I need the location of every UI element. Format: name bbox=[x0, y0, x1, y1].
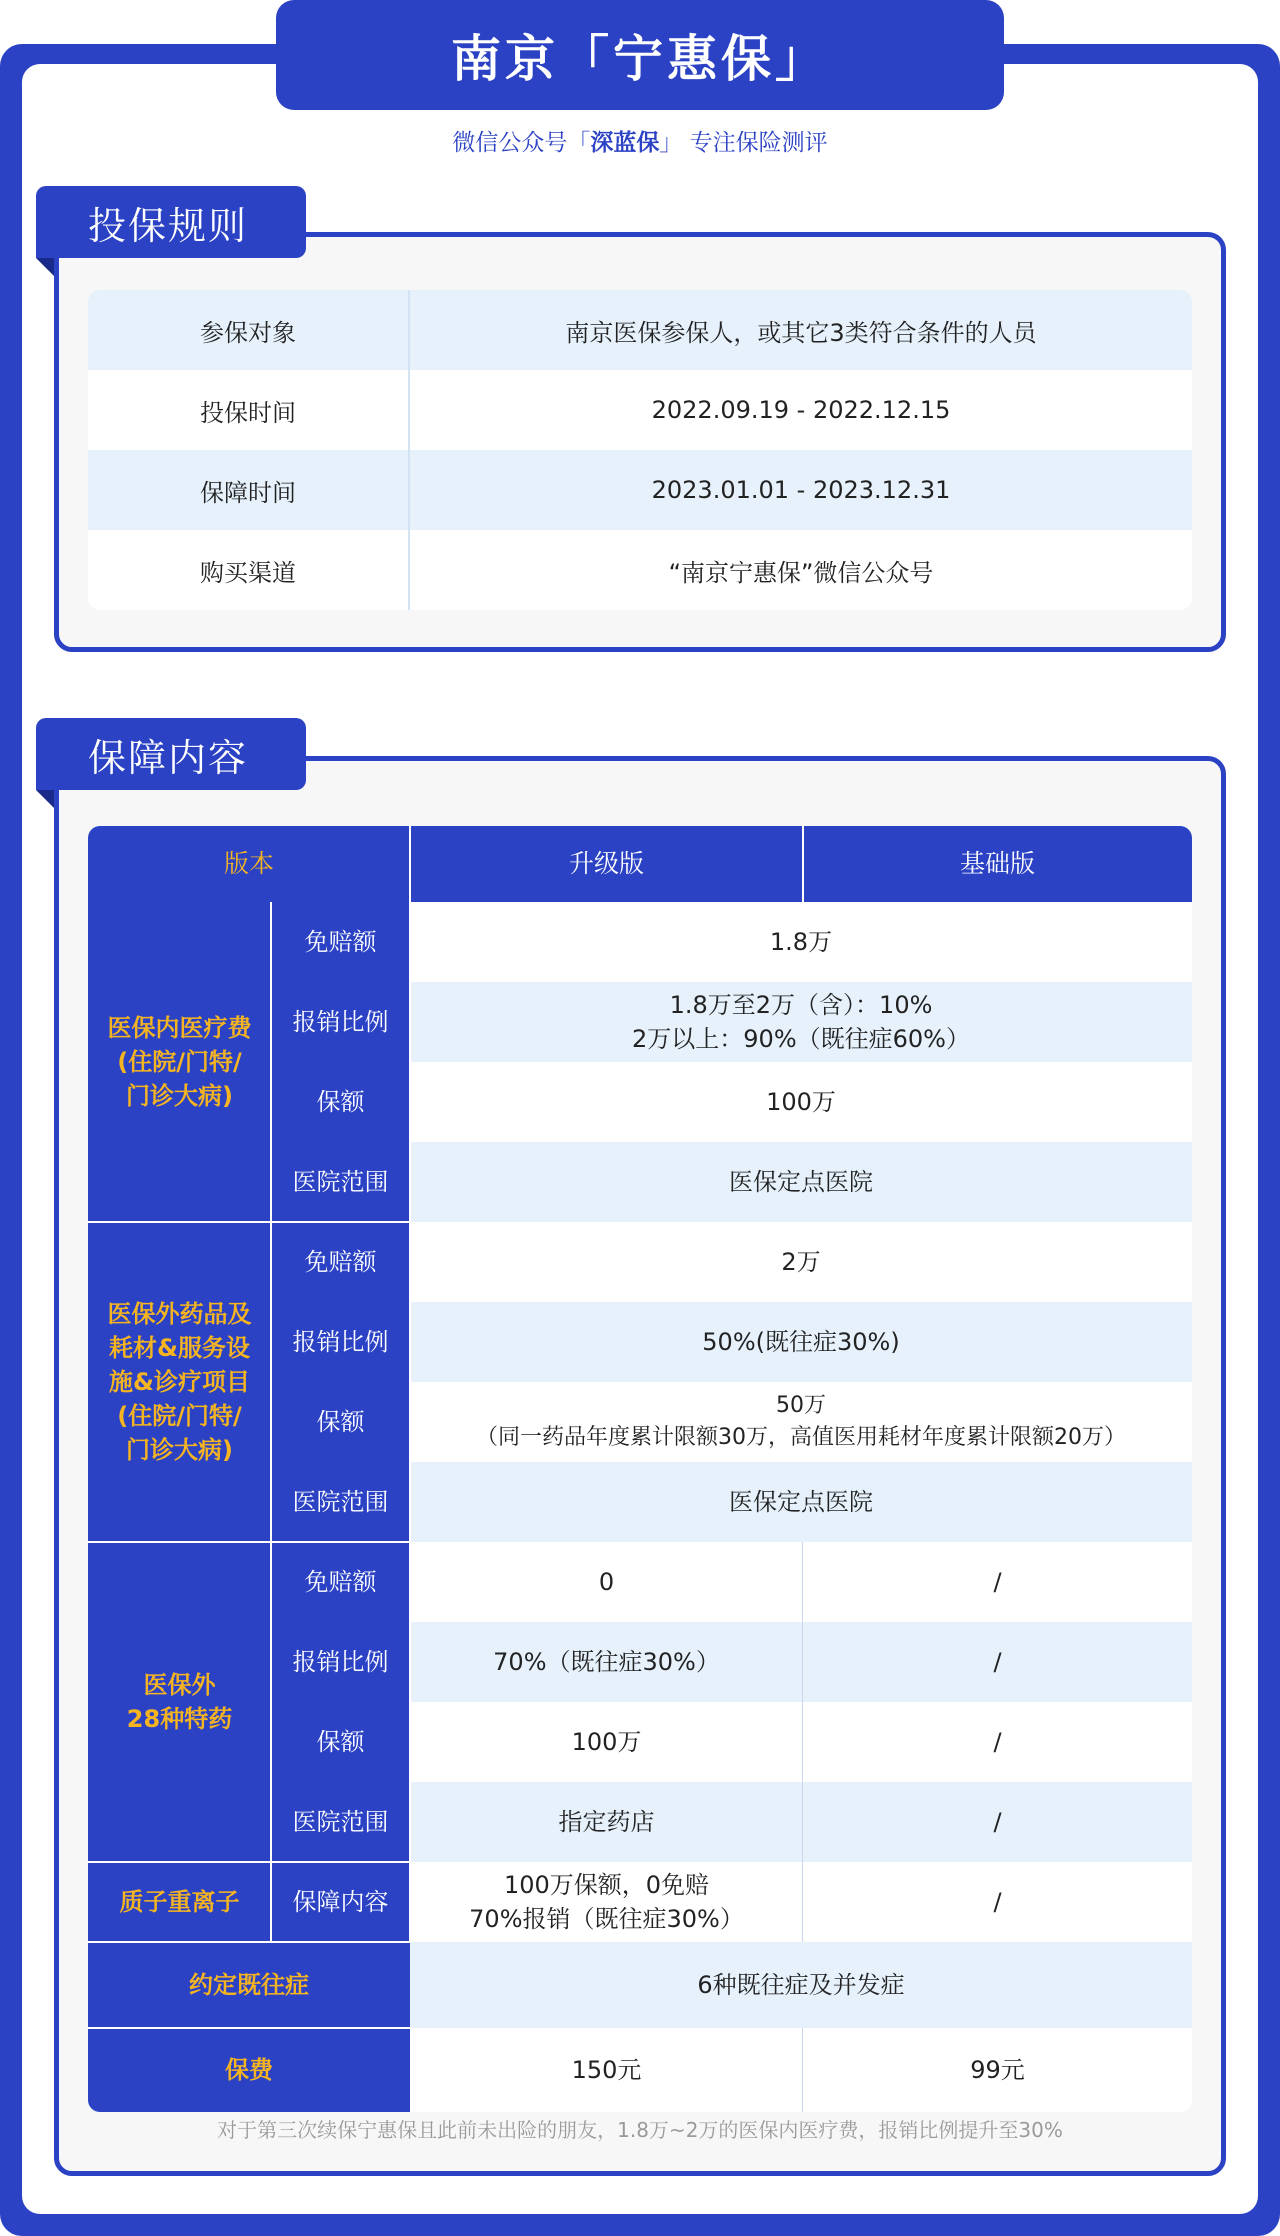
value-ratio: 50%(既往症30%) bbox=[410, 1302, 1192, 1382]
subtitle-brand: 深蓝保 bbox=[590, 130, 660, 156]
row-label-ratio: 报销比例 bbox=[271, 1622, 410, 1702]
value-ratio: 1.8万至2万（含）：10% 2万以上：90%（既往症60%） bbox=[410, 982, 1192, 1062]
value-limit-basic: / bbox=[803, 1702, 1192, 1782]
category-in-insurance: 医保内医疗费 (住院/门特/ 门诊大病) bbox=[88, 902, 271, 1222]
value-deductible: 2万 bbox=[410, 1222, 1192, 1302]
value-ratio-basic: / bbox=[803, 1622, 1192, 1702]
value-content-basic: / bbox=[803, 1862, 1192, 1942]
value-deductible-basic: / bbox=[803, 1542, 1192, 1622]
label-premium: 保费 bbox=[88, 2028, 410, 2112]
group-divider bbox=[88, 1861, 410, 1863]
value-premium-basic: 99元 bbox=[803, 2028, 1192, 2112]
label-divider bbox=[409, 902, 411, 1942]
row-label-limit: 保额 bbox=[271, 1382, 410, 1462]
subtitle-prefix: 微信公众号「 bbox=[452, 130, 591, 156]
rules-key: 购买渠道 bbox=[88, 530, 410, 610]
category-divider bbox=[270, 902, 272, 1942]
group-divider bbox=[88, 2027, 410, 2029]
label-preexisting: 约定既往症 bbox=[88, 1942, 410, 2028]
value-limit: 100万 bbox=[410, 1062, 1192, 1142]
row-label-ratio: 报销比例 bbox=[271, 982, 410, 1062]
value-hospital: 医保定点医院 bbox=[410, 1462, 1192, 1542]
value-hospital-upgraded: 指定药店 bbox=[410, 1782, 803, 1862]
rules-key: 参保对象 bbox=[88, 290, 410, 370]
rules-tab-fold bbox=[36, 258, 54, 276]
value-preexisting: 6种既往症及并发症 bbox=[410, 1942, 1192, 2028]
category-proton-therapy: 质子重离子 bbox=[88, 1862, 271, 1942]
coverage-tab-fold bbox=[36, 790, 54, 808]
value-hospital: 医保定点医院 bbox=[410, 1142, 1192, 1222]
rules-key: 投保时间 bbox=[88, 370, 410, 450]
rules-tab: 投保规则 bbox=[36, 186, 306, 258]
coverage-table bbox=[88, 826, 1192, 2112]
group-divider bbox=[88, 1221, 410, 1223]
page-title: 南京「宁惠保」 bbox=[276, 0, 1004, 110]
value-content-upgraded: 100万保额，0免赔 70%报销（既往症30%） bbox=[410, 1862, 803, 1942]
value-limit-upgraded: 100万 bbox=[410, 1702, 803, 1782]
rules-row bbox=[88, 450, 1192, 530]
rules-row bbox=[88, 290, 1192, 370]
header-upgraded: 升级版 bbox=[410, 826, 803, 902]
column-divider bbox=[802, 2028, 803, 2112]
row-label-hospital: 医院范围 bbox=[271, 1142, 410, 1222]
header-divider bbox=[409, 826, 411, 902]
category-out-of-insurance: 医保外药品及 耗材&服务设 施&诊疗项目 (住院/门特/ 门诊大病) bbox=[88, 1222, 271, 1542]
row-label-content: 保障内容 bbox=[271, 1862, 410, 1942]
footnote: 对于第三次续保宁惠保且此前未出险的朋友，1.8万~2万的医保内医疗费，报销比例提升至30% bbox=[217, 2118, 1063, 2142]
header-divider bbox=[802, 826, 804, 902]
row-label-deductible: 免赔额 bbox=[271, 902, 410, 982]
group-divider bbox=[88, 1541, 410, 1543]
row-label-deductible: 免赔额 bbox=[271, 1222, 410, 1302]
rules-row bbox=[88, 530, 1192, 610]
row-label-hospital: 医院范围 bbox=[271, 1782, 410, 1862]
column-divider bbox=[802, 1542, 803, 1942]
rules-value: 南京医保参保人，或其它3类符合条件的人员 bbox=[565, 318, 1037, 347]
value-hospital-basic: / bbox=[803, 1782, 1192, 1862]
rules-value: 2023.01.01 - 2023.12.31 bbox=[651, 476, 951, 504]
rules-value: 2022.09.19 - 2022.12.15 bbox=[651, 396, 951, 424]
subtitle-suffix: 」 专注保险测评 bbox=[659, 130, 828, 156]
value-deductible: 1.8万 bbox=[410, 902, 1192, 982]
rules-key: 保障时间 bbox=[88, 450, 410, 530]
row-label-deductible: 免赔额 bbox=[271, 1542, 410, 1622]
row-label-hospital: 医院范围 bbox=[271, 1462, 410, 1542]
header-basic: 基础版 bbox=[803, 826, 1192, 902]
value-premium-upgraded: 150元 bbox=[410, 2028, 803, 2112]
value-ratio-upgraded: 70%（既往症30%） bbox=[410, 1622, 803, 1702]
group-divider bbox=[88, 1941, 410, 1943]
rules-row bbox=[88, 370, 1192, 450]
row-label-ratio: 报销比例 bbox=[271, 1302, 410, 1382]
rules-table bbox=[88, 290, 1192, 610]
coverage-tab: 保障内容 bbox=[36, 718, 306, 790]
row-label-limit: 保额 bbox=[271, 1062, 410, 1142]
subtitle bbox=[0, 124, 1280, 157]
value-limit: 50万 （同一药品年度累计限额30万，高值医用耗材年度累计限额20万） bbox=[410, 1382, 1192, 1462]
category-special-drugs: 医保外 28种特药 bbox=[88, 1542, 271, 1862]
rules-value: “南京宁惠保”微信公众号 bbox=[668, 558, 934, 587]
row-label-limit: 保额 bbox=[271, 1702, 410, 1782]
value-deductible-upgraded: 0 bbox=[410, 1542, 803, 1622]
header-version: 版本 bbox=[88, 826, 410, 902]
